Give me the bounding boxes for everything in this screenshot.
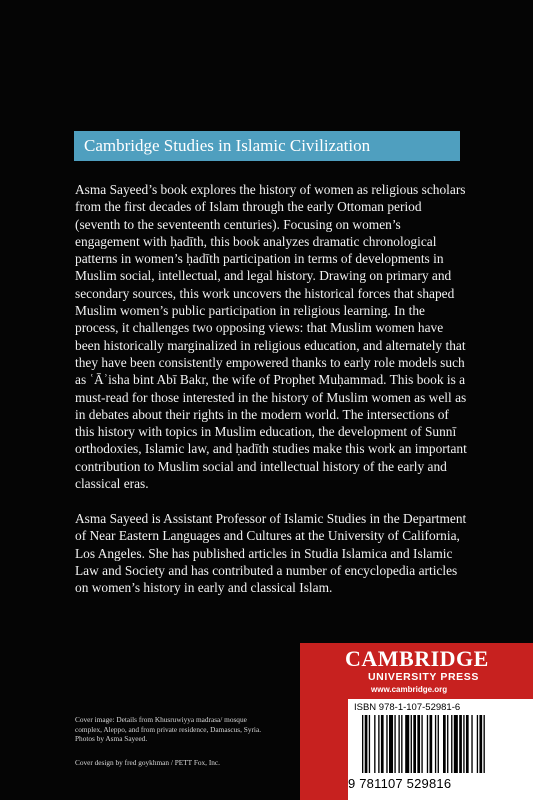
barcode-bar (484, 715, 485, 773)
barcode-bar (447, 715, 448, 773)
barcode-bar (362, 715, 363, 773)
barcode-bar (386, 715, 387, 773)
barcode-bar (471, 715, 472, 773)
barcode-bar (365, 715, 368, 773)
author-bio: Asma Sayeed is Assistant Professor of Islamic Studies in the Department of Near Eastern Languages and Cultures at the University of California, Los Angeles. She has published articles in Studia Islamica and Islamic Law and Society and has contributed a number of encyclopedia articles on women’s history in early and classical Islam. (75, 511, 467, 596)
cover-design-credit: Cover design by fred goykhman / PETT Fox, Inc. (75, 758, 220, 767)
barcode-bar (369, 715, 370, 773)
barcode-bar (477, 715, 478, 773)
publisher-subtitle: UNIVERSITY PRESS (368, 671, 479, 683)
barcode-digits: 9 781107 529816 (348, 776, 452, 791)
barcode-bar (389, 715, 393, 773)
barcode-box (348, 699, 533, 800)
barcode-icon (354, 715, 527, 775)
barcode-bar (435, 715, 436, 773)
barcode-bar (411, 715, 412, 773)
barcode-bar (463, 715, 464, 773)
book-description: Asma Sayeed’s book explores the history of women as religious scholars from the first decades of Islam through the early Ottoman period (seventh to the seventeenth centuries). Focusing on women’s engagement with ḥadīth, this book analyzes dramatic chronological patterns in women’s ḥadīth participation in terms of developments in Muslim social, intellectual, and legal history. Drawing on primary and secondary sources, this work uncovers the historical forces that shaped Muslim women’s public participation in religious learning. In the process, it challenges two opposing views: that Muslim women have been historically marginalized in religious education, and alternately that they have been consistently empowered thanks to early role models such as ʿĀʾisha bint Abī Bakr, the wife of Prophet Muḥammad. This book is a must-read for those interested in the history of Muslim women as well as in debates about their rights in the modern world. The intersections of this history with topics in Muslim education, the development of Sunnī orthodoxies, Islamic law, and ḥadīth studies make this work an important contribution to Muslim social and intellectual history of the early and classical eras. (75, 182, 467, 492)
publisher-url: www.cambridge.org (371, 685, 448, 694)
barcode-bar (394, 715, 395, 773)
series-banner (74, 131, 460, 161)
barcode-bar (413, 715, 416, 773)
barcode-bar (427, 715, 428, 773)
barcode-bar (454, 715, 458, 773)
barcode-bar (430, 715, 433, 773)
barcode-bar (398, 715, 399, 773)
barcode-bar (401, 715, 402, 773)
barcode-bar (421, 715, 422, 773)
barcode-bar (466, 715, 469, 773)
publisher-name: CAMBRIDGE (345, 646, 489, 671)
barcode-bar (417, 715, 420, 773)
barcode-bar (459, 715, 462, 773)
series-title: Cambridge Studies in Islamic Civilization (84, 136, 371, 155)
barcode-bar (443, 715, 446, 773)
isbn-label: ISBN 978-1-107-52981-6 (354, 702, 461, 713)
barcode-bar (479, 715, 482, 773)
barcode-bar (405, 715, 409, 773)
barcode-bar (451, 715, 452, 773)
barcode-bar (438, 715, 439, 773)
barcode-bar (378, 715, 379, 773)
cover-image-credit: Cover image: Details from Khusruwiyya madrasa/ mosque complex, Aleppo, and from private residence, Damascus, Syria. Photos by Asma Sayeed. (75, 715, 262, 743)
publisher-block (300, 643, 533, 800)
barcode-bar (381, 715, 384, 773)
barcode-bar (374, 715, 375, 773)
